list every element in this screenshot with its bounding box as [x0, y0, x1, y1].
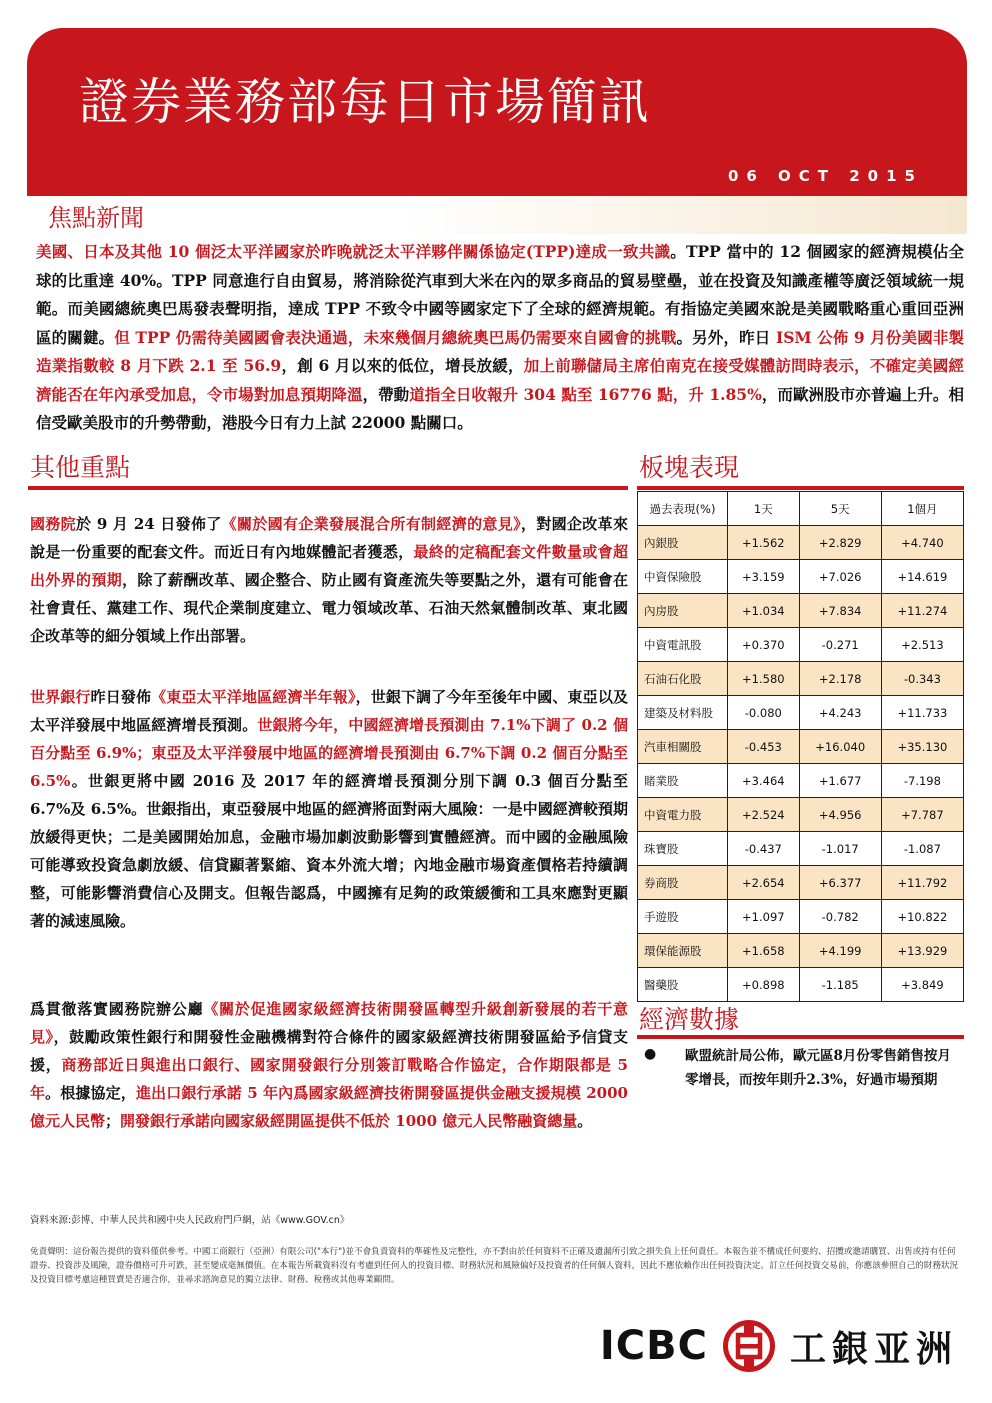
focus-news-body — [36, 238, 964, 438]
change-1m-cell: -1.087 — [881, 832, 963, 866]
change-1d-cell: +3.159 — [728, 560, 800, 594]
change-5d-cell: +4.199 — [799, 934, 881, 968]
logo-wordmark-cn: 工銀亚洲 — [789, 1328, 958, 1370]
highlighted-text: 開發銀行承諾向國家級經開區提供不低於 1000 億元人民幣融資總量 — [120, 1112, 578, 1130]
highlighted-text: 《東亞太平洋地區經濟半年報》 — [151, 688, 356, 706]
economic-data-item: 歐盟統計局公佈，歐元區8月份零售銷售按月零增長，而按年則升2.3%，好過市場預期 — [685, 1048, 951, 1088]
focus-title-bar — [27, 196, 967, 234]
focus-news-title: 焦點新聞 — [48, 204, 144, 232]
change-5d-cell: +7.026 — [799, 560, 881, 594]
table-row — [638, 594, 964, 628]
body-text: ，對國企改革來說是一份重要的配套文件。而近日有內地媒體記者獲悉， — [30, 515, 628, 561]
change-1d-cell: +0.898 — [728, 968, 800, 1002]
sector-name-cell: 內銀股 — [638, 526, 728, 560]
highlighted-text: 加上前聯儲局主席伯南克在接受媒體訪問時表示，不確定美國經濟能否在年內承受加息，令市場對加息預期降溫 — [36, 356, 964, 404]
change-1d-cell: +2.654 — [728, 866, 800, 900]
column-header: 5天 — [799, 492, 881, 526]
table-row — [638, 866, 964, 900]
section-divider — [637, 486, 964, 490]
economic-data-title: 經濟數據 — [639, 1005, 740, 1034]
highlighted-text: 商務部近日與進出口銀行、國家開發銀行分別簽訂戰略合作協定，合作期限都是 5 年 — [30, 1056, 628, 1102]
change-1m-cell: +4.740 — [881, 526, 963, 560]
change-5d-cell: +1.677 — [799, 764, 881, 798]
body-text: ，帶動 — [362, 384, 410, 404]
change-1m-cell: +35.130 — [881, 730, 963, 764]
other-highlights-title: 其他重點 — [30, 453, 131, 482]
change-1m-cell: -7.198 — [881, 764, 963, 798]
sector-performance-title: 板塊表現 — [639, 453, 740, 482]
body-text: 。 — [577, 1112, 593, 1130]
table-row — [638, 832, 964, 866]
report-date: 06 OCT 2015 — [727, 167, 923, 185]
table-row — [638, 900, 964, 934]
table-row — [638, 526, 964, 560]
body-text: ，而歐洲股市亦普遍上升。相信受歐美股市的升勢帶動，港股今日有力上試 22000 點關口。 — [36, 384, 964, 432]
change-1m-cell: +3.849 — [881, 968, 963, 1002]
change-1d-cell: +1.580 — [728, 662, 800, 696]
table-row — [638, 934, 964, 968]
highlighted-text: ISM 公佈 9 月份美國非製造業指數較 8 月下跌 2.1 至 56.9 — [36, 327, 964, 375]
column-header: 1天 — [728, 492, 800, 526]
change-5d-cell: +16.040 — [799, 730, 881, 764]
bullet-icon: ● — [644, 1046, 657, 1062]
highlighted-text: 最終的定稿配套文件數量或會超出外界的預期 — [30, 543, 628, 589]
body-text: 。世銀更將中國 2016 及 2017 年的經濟增長預測分別下調 0.3 個百分點至 6.7%及 6.5%。世銀指出，東亞發展中地區的經濟將面對兩大風險：一是中國經濟較預期放緩得更快；二是美國開始加息，金融市場加劇波動影響到實體經濟。而中國的金融風險可能導致投資急劇放緩、信貸顯著緊縮、資本外流大增；內地金融市場資產價格若持續調整，可能影響消費信心及開支。但報告認爲，中國擁有足夠的政策緩衝和工具來應對更顯著的減速風險。 — [30, 772, 628, 930]
change-5d-cell: -1.017 — [799, 832, 881, 866]
change-1m-cell: +11.733 — [881, 696, 963, 730]
change-1d-cell: -0.080 — [728, 696, 800, 730]
table-row — [638, 662, 964, 696]
body-text: ，創 6 月以來的低位，增長放緩， — [281, 356, 524, 375]
change-5d-cell: +4.956 — [799, 798, 881, 832]
table-row — [638, 730, 964, 764]
change-1m-cell: +13.929 — [881, 934, 963, 968]
highlighted-text: 進出口銀行承諾 5 年內爲國家級經濟技術開發區提供金融支援規模 2000 億元人民幣 — [30, 1084, 628, 1130]
sector-name-cell: 內房股 — [638, 594, 728, 628]
change-1m-cell: +2.513 — [881, 628, 963, 662]
sector-name-cell: 賭業股 — [638, 764, 728, 798]
highlight-paragraph-dev-zones — [30, 995, 628, 1135]
table-row — [638, 764, 964, 798]
change-5d-cell: -0.271 — [799, 628, 881, 662]
body-text: ； — [105, 1112, 121, 1130]
change-1d-cell: -0.453 — [728, 730, 800, 764]
change-1m-cell: +11.274 — [881, 594, 963, 628]
sector-name-cell: 珠寶股 — [638, 832, 728, 866]
body-text: 。TPP 當中的 12 個國家的經濟規模佔全球的比重達 40%。TPP 同意進行自由貿易，將消除從汽車到大米在內的眾多商品的貿易壁壘，並在投資及知識產權等廣泛領域統一規範。而美國總統奧巴馬發表聲明指，達成 TPP 不致令中國等國家定下了全球的經濟規範。有指協定美國來說是美國戰略重心重回亞洲區的關鍵。 — [36, 242, 964, 347]
icbc-asia-logo — [600, 1318, 958, 1374]
change-1d-cell: +3.464 — [728, 764, 800, 798]
disclaimer-text: 免責聲明：這份報告提供的資料僅供參考。中國工商銀行（亞洲）有限公司("本行")並不會負責資料的準確性及完整性，亦不對由於任何資料不正確及遺漏所引致之損失負上任何責任。本報告並不構成任何要約、招攬或邀請購買、出售或持有任何證券、投資涉及風險，證券價格可升可跌，甚至變成毫無價值。在本報告所載資料沒有考慮到任何人的投資目標、財務狀況和風險偏好及投資者的任何個人資料，因此不應依賴作出任何投資決定。訂立任何投資交易前，你應該參照自己的財務狀況及投資目標考慮這種買賣是否適合你，並尋求諮詢意見的獨立法律、財務、稅務或其他專業顧問。 — [30, 1247, 959, 1285]
change-1m-cell: +7.787 — [881, 798, 963, 832]
section-divider — [28, 486, 628, 490]
table-row — [638, 798, 964, 832]
change-5d-cell: -1.185 — [799, 968, 881, 1002]
header-banner — [27, 28, 967, 196]
body-text: ，世銀下調了今年至後年中國、東亞以及太平洋發展中地區經濟增長預測。 — [30, 688, 628, 734]
section-divider — [637, 1035, 964, 1039]
body-text: 。根據協定， — [45, 1084, 136, 1102]
page-title: 證券業務部每日市場簡訊 — [79, 73, 651, 131]
highlighted-text: 《關於促進國家級經濟技術開發區轉型升級創新發展的若干意見》 — [30, 1000, 628, 1046]
change-5d-cell: +4.243 — [799, 696, 881, 730]
highlighted-text: 世界銀行 — [30, 688, 91, 706]
change-5d-cell: +6.377 — [799, 866, 881, 900]
body-text: 。另外，昨日 — [676, 327, 776, 347]
sector-name-cell: 手遊股 — [638, 900, 728, 934]
highlighted-text: 世銀將今年，中國經濟增長預測由 7.1%下調了 0.2 個百分點至 6.9%；東亞及太平洋發展中地區的經濟增長預測由 6.7%下調 0.2 個百分點至 6.5% — [30, 716, 628, 790]
logo-wordmark-en: ICBC — [599, 1323, 708, 1369]
change-5d-cell: +2.178 — [799, 662, 881, 696]
icbc-emblem-icon — [722, 1319, 776, 1373]
highlight-paragraph-soe-reform — [30, 510, 628, 650]
table-header-row — [638, 492, 964, 526]
table-row — [638, 968, 964, 1002]
change-1m-cell: +14.619 — [881, 560, 963, 594]
data-source-note: 資料來源:彭博、中華人民共和國中央人民政府門戶網，站《www.GOV.cn》 — [30, 1215, 350, 1226]
change-1m-cell: +11.792 — [881, 866, 963, 900]
change-1d-cell: +1.562 — [728, 526, 800, 560]
highlighted-text: 道指全日收報升 304 點至 16776 點，升 1.85% — [409, 384, 762, 404]
change-1d-cell: +0.370 — [728, 628, 800, 662]
table-row — [638, 696, 964, 730]
sector-performance-table — [637, 491, 964, 1002]
highlighted-text: 國務院 — [30, 515, 77, 533]
change-1m-cell: +10.822 — [881, 900, 963, 934]
body-text: 於 9 月 24 日發佈了 — [76, 515, 222, 533]
change-1d-cell: +1.034 — [728, 594, 800, 628]
highlighted-text: 但 TPP 仍需待美國國會表決通過，未來幾個月總統奧巴馬仍需要來自國會的挑戰 — [114, 327, 677, 347]
sector-name-cell: 環保能源股 — [638, 934, 728, 968]
sector-name-cell: 中資保險股 — [638, 560, 728, 594]
sector-name-cell: 醫藥股 — [638, 968, 728, 1002]
sector-name-cell: 券商股 — [638, 866, 728, 900]
change-1d-cell: +1.097 — [728, 900, 800, 934]
change-5d-cell: +2.829 — [799, 526, 881, 560]
change-1d-cell: -0.437 — [728, 832, 800, 866]
change-1d-cell: +1.658 — [728, 934, 800, 968]
change-1m-cell: -0.343 — [881, 662, 963, 696]
sector-name-cell: 汽車相關股 — [638, 730, 728, 764]
highlighted-text: 《關於國有企業發展混合所有制經濟的意見》 — [221, 515, 521, 533]
body-text: 昨日發佈 — [90, 688, 152, 706]
change-5d-cell: -0.782 — [799, 900, 881, 934]
body-text: ，除了薪酬改革、國企整合、防止國有資產流失等要點之外，還有可能會在社會責任、黨建工作、現代企業制度建立、電力領域改革、石油天然氣體制改革、東北國企改革等的細分領域上作出部署。 — [30, 571, 628, 645]
change-5d-cell: +7.834 — [799, 594, 881, 628]
change-1d-cell: +2.524 — [728, 798, 800, 832]
sector-name-cell: 建築及材料股 — [638, 696, 728, 730]
column-header: 1個月 — [881, 492, 963, 526]
highlighted-text: 美國、日本及其他 10 個泛太平洋國家於昨晚就泛太平洋夥伴關係協定(TPP)達成一致共識 — [36, 242, 671, 261]
highlight-paragraph-world-bank — [30, 683, 628, 935]
sector-name-cell: 石油石化股 — [638, 662, 728, 696]
table-row — [638, 560, 964, 594]
sector-name-cell: 中資電力股 — [638, 798, 728, 832]
table-row — [638, 628, 964, 662]
sector-name-cell: 中資電訊股 — [638, 628, 728, 662]
body-text: 爲貫徹落實國務院辦公廳 — [30, 1000, 204, 1018]
body-text: ，鼓勵政策性銀行和開發性金融機構對符合條件的國家級經濟技術開發區給予信貸支援， — [30, 1028, 628, 1074]
column-header: 過去表現(%) — [638, 492, 728, 526]
